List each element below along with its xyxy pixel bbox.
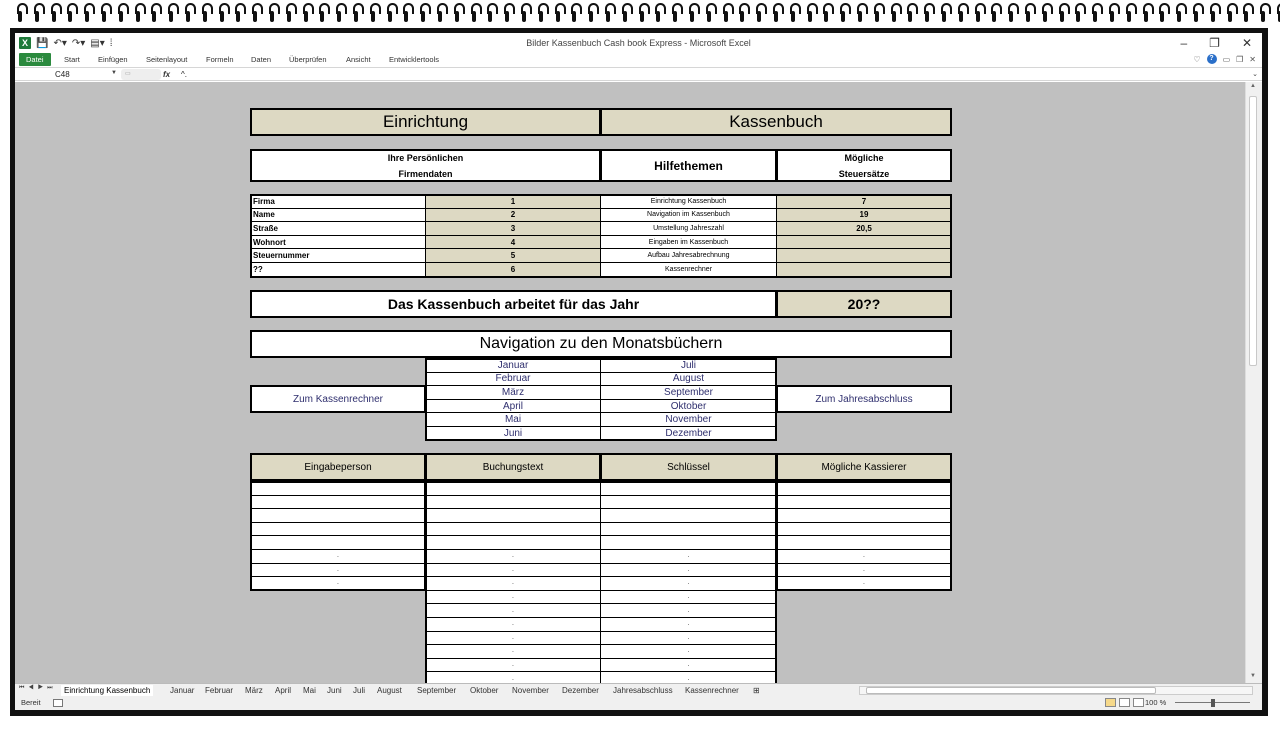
spiral-ring-icon bbox=[1259, 3, 1269, 23]
spiral-ring-icon bbox=[33, 3, 43, 23]
spiral-ring-icon bbox=[974, 3, 984, 23]
header-einrichtung[interactable]: Einrichtung bbox=[250, 108, 601, 136]
sheet-tab[interactable]: März bbox=[245, 686, 263, 695]
restore-button[interactable]: ❐ bbox=[1209, 36, 1220, 50]
horizontal-scrollbar[interactable] bbox=[859, 686, 1253, 695]
month-table-border bbox=[425, 358, 777, 441]
eingabeperson-border bbox=[250, 481, 426, 591]
spiral-ring-icon bbox=[890, 3, 900, 23]
tab-ansicht[interactable]: Ansicht bbox=[346, 55, 371, 64]
list-header-kassierer[interactable]: Mögliche Kassierer bbox=[776, 453, 952, 481]
spiral-ring-icon bbox=[688, 3, 698, 23]
spiral-ring-icon bbox=[822, 3, 832, 23]
spiral-ring-icon bbox=[604, 3, 614, 23]
spiral-ring-icon bbox=[184, 3, 194, 23]
macro-record-icon[interactable] bbox=[53, 699, 63, 707]
spiral-ring-icon bbox=[1226, 3, 1236, 23]
month-link[interactable]: Februar bbox=[425, 372, 601, 387]
tab-datei[interactable]: Datei bbox=[19, 53, 51, 66]
spiral-ring-icon bbox=[1209, 3, 1219, 23]
buchungstext-cell[interactable]: . bbox=[425, 617, 601, 632]
month-link[interactable]: Dezember bbox=[600, 426, 777, 441]
spiral-ring-icon bbox=[520, 3, 530, 23]
formula-buttons[interactable]: ▭ bbox=[121, 69, 161, 80]
help-topic-link[interactable]: Umstellung Jahreszahl bbox=[600, 221, 777, 236]
help-topic-link[interactable]: Navigation im Kassenbuch bbox=[600, 208, 777, 223]
spiral-ring-icon bbox=[806, 3, 816, 23]
name-box[interactable]: C48 bbox=[55, 70, 70, 79]
month-link[interactable]: April bbox=[425, 399, 601, 414]
personal-heading-line2: Firmendaten bbox=[398, 168, 453, 179]
spiral-ring-icon bbox=[66, 3, 76, 23]
workbook-close-icon[interactable]: ✕ bbox=[1249, 54, 1256, 64]
spiral-ring-icon bbox=[1192, 3, 1202, 23]
kassierer-cell[interactable]: . bbox=[776, 576, 952, 591]
list-header-schluessel[interactable]: Schlüssel bbox=[600, 453, 777, 481]
sheet-tab[interactable]: September bbox=[417, 686, 457, 695]
schluessel-cell[interactable]: . bbox=[600, 549, 777, 564]
spiral-binding bbox=[0, 0, 1280, 26]
sheet-tab[interactable]: August bbox=[377, 686, 402, 695]
spiral-ring-icon bbox=[1108, 3, 1118, 23]
window-title: Bilder Kassenbuch Cash book Express - Microsoft Excel bbox=[526, 38, 751, 48]
undo-icon[interactable]: ↶▾ bbox=[53, 37, 67, 49]
schluessel-cell[interactable]: . bbox=[600, 644, 777, 659]
month-link[interactable]: November bbox=[600, 412, 777, 427]
spiral-ring-icon bbox=[587, 3, 597, 23]
help-topics-heading[interactable]: Hilfethemen bbox=[600, 149, 777, 182]
data-row-label[interactable]: Wohnort bbox=[250, 235, 426, 250]
spiral-ring-icon bbox=[302, 3, 312, 23]
data-row-label[interactable]: Firma bbox=[250, 194, 426, 209]
spiral-ring-icon bbox=[671, 3, 681, 23]
redo-icon[interactable]: ↷▾ bbox=[71, 37, 86, 49]
spiral-ring-icon bbox=[335, 3, 345, 23]
help-topic-link[interactable]: Aufbau Jahresabrechnung bbox=[600, 248, 777, 263]
workbook-minimize-icon[interactable]: ▭ bbox=[1222, 54, 1231, 64]
tab-einfuegen[interactable]: Einfügen bbox=[98, 55, 128, 64]
eingabeperson-cell[interactable]: . bbox=[250, 549, 426, 564]
spiral-ring-icon bbox=[352, 3, 362, 23]
sheet-tab[interactable]: Kassenrechner bbox=[685, 686, 739, 695]
spiral-ring-icon bbox=[369, 3, 379, 23]
link-kassenrechner[interactable]: Zum Kassenrechner bbox=[250, 385, 426, 413]
personal-heading-line1: Ihre Persönlichen bbox=[387, 152, 464, 163]
horizontal-scroll-thumb[interactable] bbox=[866, 687, 1156, 694]
tax-rate-value[interactable]: 19 bbox=[776, 208, 952, 223]
spiral-ring-icon bbox=[1007, 3, 1017, 23]
customize-toolbar-icon[interactable]: ⁞ bbox=[109, 37, 113, 49]
excel-logo-icon: X bbox=[19, 37, 31, 49]
spiral-ring-icon bbox=[453, 3, 463, 23]
tab-entwicklertools[interactable]: Entwicklertools bbox=[389, 55, 440, 64]
expand-formula-icon[interactable]: ⌄ bbox=[1252, 71, 1258, 78]
spiral-ring-icon bbox=[83, 3, 93, 23]
spiral-ring-icon bbox=[251, 3, 261, 23]
tab-seitenlayout[interactable]: Seitenlayout bbox=[146, 55, 188, 64]
spiral-ring-icon bbox=[755, 3, 765, 23]
header-kassenbuch[interactable]: Kassenbuch bbox=[600, 108, 952, 136]
data-row-label[interactable]: Straße bbox=[250, 221, 426, 236]
personal-data-heading[interactable] bbox=[250, 149, 601, 182]
spiral-ring-icon bbox=[201, 3, 211, 23]
data-row-label[interactable]: Name bbox=[250, 208, 426, 223]
list-header-buchungstext[interactable]: Buchungstext bbox=[425, 453, 601, 481]
buchungstext-cell[interactable]: . bbox=[425, 644, 601, 659]
data-row-number[interactable]: 6 bbox=[425, 262, 601, 277]
data-row-label[interactable]: Steuernummer bbox=[250, 248, 426, 263]
spiral-ring-icon bbox=[150, 3, 160, 23]
normal-view-icon[interactable] bbox=[1105, 698, 1116, 707]
year-label[interactable]: Das Kassenbuch arbeitet für das Jahr bbox=[250, 290, 777, 318]
buchungstext-cell[interactable]: . bbox=[425, 590, 601, 605]
spiral-ring-icon bbox=[923, 3, 933, 23]
zoom-level[interactable]: 100 % bbox=[1145, 698, 1167, 707]
sheet-tab[interactable]: Januar bbox=[170, 686, 195, 695]
spiral-ring-icon bbox=[386, 3, 396, 23]
spiral-ring-icon bbox=[705, 3, 715, 23]
sheet-tab[interactable]: April bbox=[275, 686, 292, 695]
print-preview-icon[interactable]: ▤▾ bbox=[90, 37, 105, 49]
insert-sheet-icon[interactable]: ⊞ bbox=[753, 686, 760, 695]
spiral-ring-icon bbox=[1242, 3, 1252, 23]
buchungstext-cell[interactable]: . bbox=[425, 631, 601, 646]
navigation-title[interactable]: Navigation zu den Monatsbüchern bbox=[250, 330, 952, 358]
eingabeperson-cell[interactable]: . bbox=[250, 563, 426, 578]
tax-rate-value[interactable]: 20,5 bbox=[776, 221, 952, 236]
spiral-ring-icon bbox=[957, 3, 967, 23]
scroll-down-icon[interactable]: ▼ bbox=[1250, 673, 1256, 679]
spiral-ring-icon bbox=[268, 3, 278, 23]
tab-start[interactable]: Start bbox=[64, 55, 80, 64]
spiral-ring-icon bbox=[638, 3, 648, 23]
spiral-ring-icon bbox=[167, 3, 177, 23]
spiral-ring-icon bbox=[654, 3, 664, 23]
formula-input[interactable]: ^. bbox=[181, 70, 187, 79]
spiral-ring-icon bbox=[486, 3, 496, 23]
spiral-ring-icon bbox=[906, 3, 916, 23]
spiral-ring-icon bbox=[554, 3, 564, 23]
spiral-ring-icon bbox=[772, 3, 782, 23]
month-link[interactable]: August bbox=[600, 372, 777, 387]
spiral-ring-icon bbox=[1058, 3, 1068, 23]
scroll-up-icon[interactable]: ▲ bbox=[1250, 83, 1256, 89]
schluessel-cell[interactable]: . bbox=[600, 671, 777, 683]
spiral-ring-icon bbox=[285, 3, 295, 23]
spiral-ring-icon bbox=[1024, 3, 1034, 23]
ribbon-tabs bbox=[15, 53, 1262, 66]
sheet-tab[interactable]: Mai bbox=[303, 686, 316, 695]
schluessel-cell[interactable]: . bbox=[600, 563, 777, 578]
help-topic-link[interactable]: Einrichtung Kassenbuch bbox=[600, 194, 777, 209]
save-icon[interactable]: 💾 bbox=[36, 37, 49, 49]
spiral-ring-icon bbox=[470, 3, 480, 23]
status-ready: Bereit bbox=[21, 698, 41, 707]
schluessel-cell[interactable]: . bbox=[600, 658, 777, 673]
schluessel-cell[interactable]: . bbox=[600, 617, 777, 632]
spiral-ring-icon bbox=[134, 3, 144, 23]
sheet-tab[interactable]: Juli bbox=[353, 686, 366, 695]
name-box-dropdown-icon[interactable]: ▼ bbox=[111, 70, 117, 76]
spiral-ring-icon bbox=[856, 3, 866, 23]
minimize-ribbon-icon[interactable]: ♡ bbox=[1193, 54, 1201, 64]
tax-rate-value[interactable]: 7 bbox=[776, 194, 952, 209]
data-row-label[interactable]: ?? bbox=[250, 262, 426, 277]
spiral-ring-icon bbox=[318, 3, 328, 23]
tab-formeln[interactable]: Formeln bbox=[206, 55, 234, 64]
status-bar bbox=[15, 696, 1262, 710]
close-button[interactable]: ✕ bbox=[1241, 36, 1252, 50]
spiral-ring-icon bbox=[1091, 3, 1101, 23]
schluessel-cell[interactable]: . bbox=[600, 590, 777, 605]
help-topic-link[interactable]: Eingaben im Kassenbuch bbox=[600, 235, 777, 250]
vertical-scroll-thumb[interactable] bbox=[1249, 96, 1257, 366]
spiral-ring-icon bbox=[218, 3, 228, 23]
page-layout-view-icon[interactable] bbox=[1119, 698, 1130, 707]
spiral-ring-icon bbox=[621, 3, 631, 23]
data-row-number[interactable]: 2 bbox=[425, 208, 601, 223]
zoom-slider-thumb[interactable] bbox=[1211, 699, 1215, 707]
buchungstext-cell[interactable]: . bbox=[425, 563, 601, 578]
sheet-tab-bar bbox=[15, 683, 1262, 696]
spiral-ring-icon bbox=[1074, 3, 1084, 23]
spiral-ring-icon bbox=[419, 3, 429, 23]
month-link[interactable]: Oktober bbox=[600, 399, 777, 414]
spiral-ring-icon bbox=[722, 3, 732, 23]
sheet-tab[interactable]: Einrichtung Kassenbuch bbox=[61, 685, 153, 696]
month-link[interactable]: Januar bbox=[425, 358, 601, 373]
spiral-ring-icon bbox=[1175, 3, 1185, 23]
spiral-ring-icon bbox=[873, 3, 883, 23]
link-jahresabschluss[interactable]: Zum Jahresabschluss bbox=[776, 385, 952, 413]
insert-function-icon[interactable]: fx bbox=[163, 70, 171, 79]
sheet-tab[interactable]: November bbox=[512, 686, 549, 695]
tab-daten[interactable]: Daten bbox=[251, 55, 272, 64]
spiral-ring-icon bbox=[789, 3, 799, 23]
spiral-ring-icon bbox=[537, 3, 547, 23]
spiral-ring-icon bbox=[100, 3, 110, 23]
workbook-restore-icon[interactable]: ❐ bbox=[1236, 54, 1244, 64]
kassierer-cell[interactable]: . bbox=[776, 563, 952, 578]
spiral-ring-icon bbox=[1276, 3, 1280, 23]
sheet-tab[interactable]: Oktober bbox=[470, 686, 499, 695]
month-link[interactable]: September bbox=[600, 385, 777, 400]
spiral-ring-icon bbox=[402, 3, 412, 23]
kassierer-border bbox=[776, 481, 952, 591]
spiral-ring-icon bbox=[436, 3, 446, 23]
sheet-tab[interactable]: Jahresabschluss bbox=[613, 686, 673, 695]
sheet-navigation-icon[interactable]: ⏮◀▶⏭ bbox=[19, 685, 57, 691]
tax-rates-heading[interactable] bbox=[776, 149, 952, 182]
buchungstext-cell[interactable]: . bbox=[425, 576, 601, 591]
window-controls bbox=[1180, 36, 1252, 50]
spiral-ring-icon bbox=[570, 3, 580, 23]
spiral-ring-icon bbox=[1142, 3, 1152, 23]
help-icon[interactable]: ? bbox=[1207, 54, 1217, 64]
buchungstext-cell[interactable]: . bbox=[425, 658, 601, 673]
middle-list-border bbox=[425, 481, 777, 683]
schluessel-cell[interactable]: . bbox=[600, 603, 777, 618]
schluessel-cell[interactable]: . bbox=[600, 576, 777, 591]
month-link[interactable]: Mai bbox=[425, 412, 601, 427]
buchungstext-cell[interactable]: . bbox=[425, 671, 601, 683]
spiral-ring-icon bbox=[117, 3, 127, 23]
ribbon-right-controls bbox=[1193, 54, 1256, 64]
spiral-ring-icon bbox=[1125, 3, 1135, 23]
tax-heading-line1: Mögliche bbox=[844, 152, 884, 163]
year-value[interactable]: 20?? bbox=[776, 290, 952, 318]
data-row-number[interactable]: 3 bbox=[425, 221, 601, 236]
month-link[interactable]: März bbox=[425, 385, 601, 400]
sheet-tab[interactable]: Juni bbox=[327, 686, 342, 695]
help-topic-link[interactable]: Kassenrechner bbox=[600, 262, 777, 277]
sheet-tab[interactable]: Dezember bbox=[562, 686, 599, 695]
buchungstext-cell[interactable]: . bbox=[425, 549, 601, 564]
eingabeperson-cell[interactable]: . bbox=[250, 576, 426, 591]
minimize-button[interactable]: – bbox=[1180, 36, 1188, 50]
data-table-border bbox=[250, 194, 952, 278]
list-header-eingabeperson[interactable]: Eingabeperson bbox=[250, 453, 426, 481]
page-break-view-icon[interactable] bbox=[1133, 698, 1144, 707]
view-buttons bbox=[1105, 698, 1144, 707]
spiral-ring-icon bbox=[839, 3, 849, 23]
spiral-ring-icon bbox=[50, 3, 60, 23]
spiral-ring-icon bbox=[990, 3, 1000, 23]
spiral-ring-icon bbox=[940, 3, 950, 23]
worksheet-area[interactable] bbox=[15, 82, 1245, 683]
title-bar bbox=[15, 33, 1262, 53]
spiral-ring-icon bbox=[503, 3, 513, 23]
month-link[interactable]: Juli bbox=[600, 358, 777, 373]
vertical-scrollbar[interactable] bbox=[1245, 82, 1262, 683]
excel-window bbox=[15, 33, 1262, 710]
spiral-ring-icon bbox=[16, 3, 26, 23]
spiral-ring-icon bbox=[234, 3, 244, 23]
spiral-ring-icon bbox=[1041, 3, 1051, 23]
tax-heading-line2: Steuersätze bbox=[838, 168, 890, 179]
data-row-number[interactable]: 1 bbox=[425, 194, 601, 209]
sheet-tab[interactable]: Februar bbox=[205, 686, 234, 695]
data-row-number[interactable]: 5 bbox=[425, 248, 601, 263]
buchungstext-cell[interactable]: . bbox=[425, 603, 601, 618]
spiral-ring-icon bbox=[1158, 3, 1168, 23]
data-row-number[interactable]: 4 bbox=[425, 235, 601, 250]
tab-ueberpruefen[interactable]: Überprüfen bbox=[289, 55, 327, 64]
schluessel-cell[interactable]: . bbox=[600, 631, 777, 646]
spiral-ring-icon bbox=[738, 3, 748, 23]
month-link[interactable]: Juni bbox=[425, 426, 601, 441]
kassierer-cell[interactable]: . bbox=[776, 549, 952, 564]
formula-bar bbox=[15, 67, 1262, 81]
